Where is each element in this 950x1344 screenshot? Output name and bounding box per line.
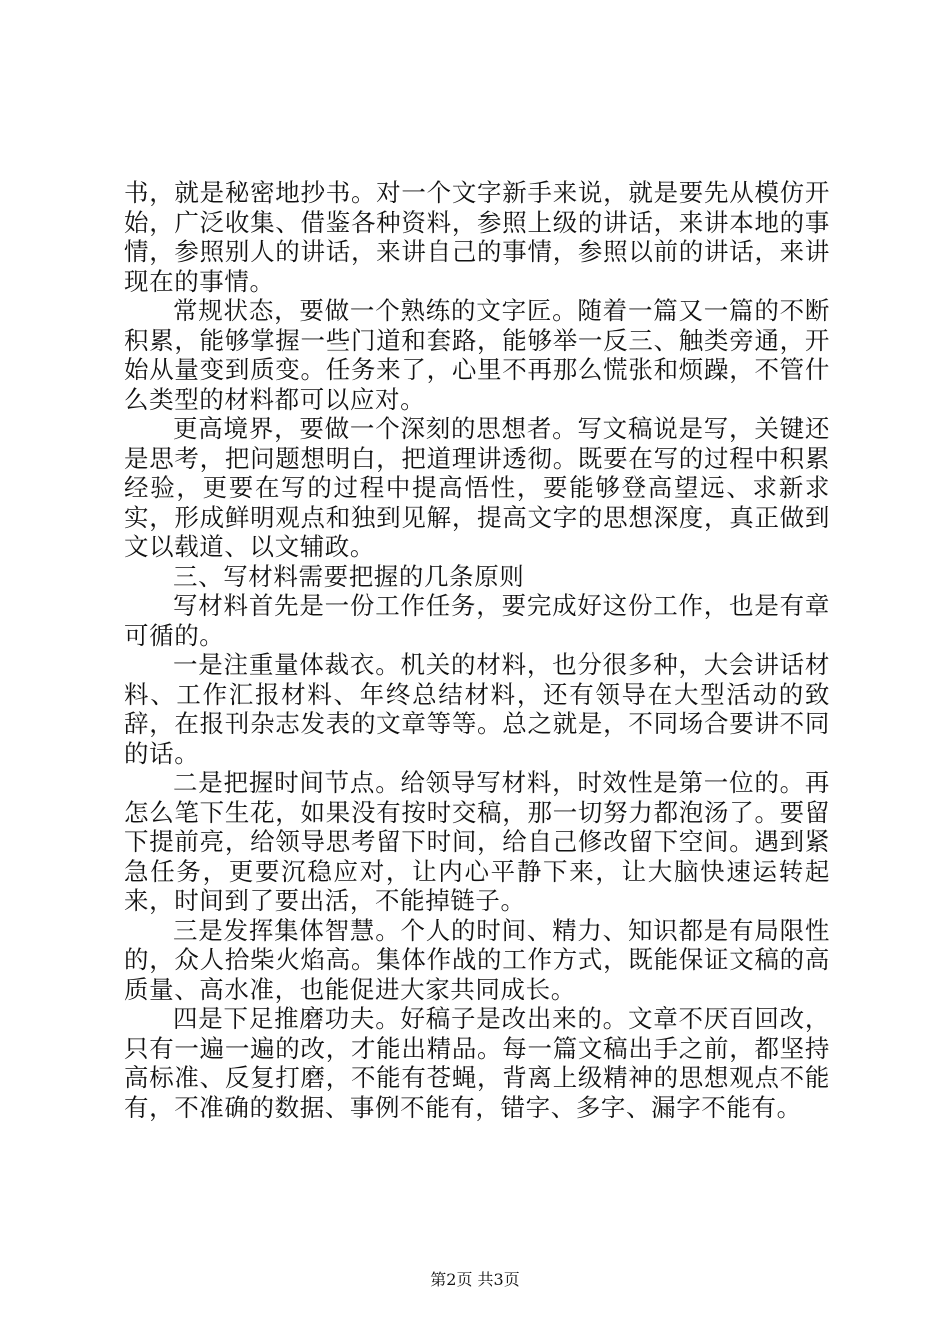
page-number-footer: 第2页 共3页 bbox=[430, 1270, 520, 1289]
paragraph-3: 更高境界，要做一个深刻的思想者。写文稿说是写，关键还是思考，把问题想明白，把道理讲透彻。既要在写的过程中积累经验，更要在写的过程中提高悟性，要能够登高望远、求新求实，形成鲜明观点和独到见解，提高文字的思想深度，真正做到文以载道、以文辅政。 bbox=[124, 414, 830, 561]
section-heading: 三、写材料需要把握的几条原则 bbox=[173, 561, 525, 591]
paragraph-7: 二是把握时间节点。给领导写材料，时效性是第一位的。再怎么笔下生花，如果没有按时交稿，那一切努力都泡汤了。要留下提前亮，给领导思考留下时间，给自己修改留下空间。遇到紧急任务，更要沉稳应对，让内心平静下来，让大脑快速运转起来，时间到了要出活，不能掉链子。 bbox=[124, 768, 830, 915]
paragraph-2: 常规状态，要做一个熟练的文字匠。随着一篇又一篇的不断积累，能够掌握一些门道和套路，能够举一反三、触类旁通，开始从量变到质变。任务来了，心里不再那么慌张和烦躁，不管什么类型的材料都可以应对。 bbox=[124, 296, 830, 414]
paragraph-1: 书，就是秘密地抄书。对一个文字新手来说，就是要先从模仿开始，广泛收集、借鉴各种资料，参照上级的讲话，来讲本地的事情，参照别人的讲话，来讲自己的事情，参照以前的讲话，来讲现在的事情。 bbox=[124, 178, 830, 296]
paragraph-6: 一是注重量体裁衣。机关的材料，也分很多种，大会讲话材料、工作汇报材料、年终总结材料，还有领导在大型活动的致辞，在报刊杂志发表的文章等等。总之就是，不同场合要讲不同的话。 bbox=[124, 650, 830, 768]
document-body bbox=[124, 178, 830, 1122]
paragraph-8: 三是发挥集体智慧。个人的时间、精力、知识都是有局限性的，众人拾柴火焰高。集体作战的工作方式，既能保证文稿的高质量、高水准，也能促进大家共同成长。 bbox=[124, 915, 830, 1004]
paragraph-9: 四是下足推磨功夫。好稿子是改出来的。文章不厌百回改，只有一遍一遍的改，才能出精品。每一篇文稿出手之前，都坚持高标准、反复打磨，不能有苍蝇，背离上级精神的思想观点不能有，不准确的数据、事例不能有，错字、多字、漏字不能有。 bbox=[124, 1004, 830, 1122]
paragraph-5: 写材料首先是一份工作任务，要完成好这份工作，也是有章可循的。 bbox=[124, 591, 830, 650]
